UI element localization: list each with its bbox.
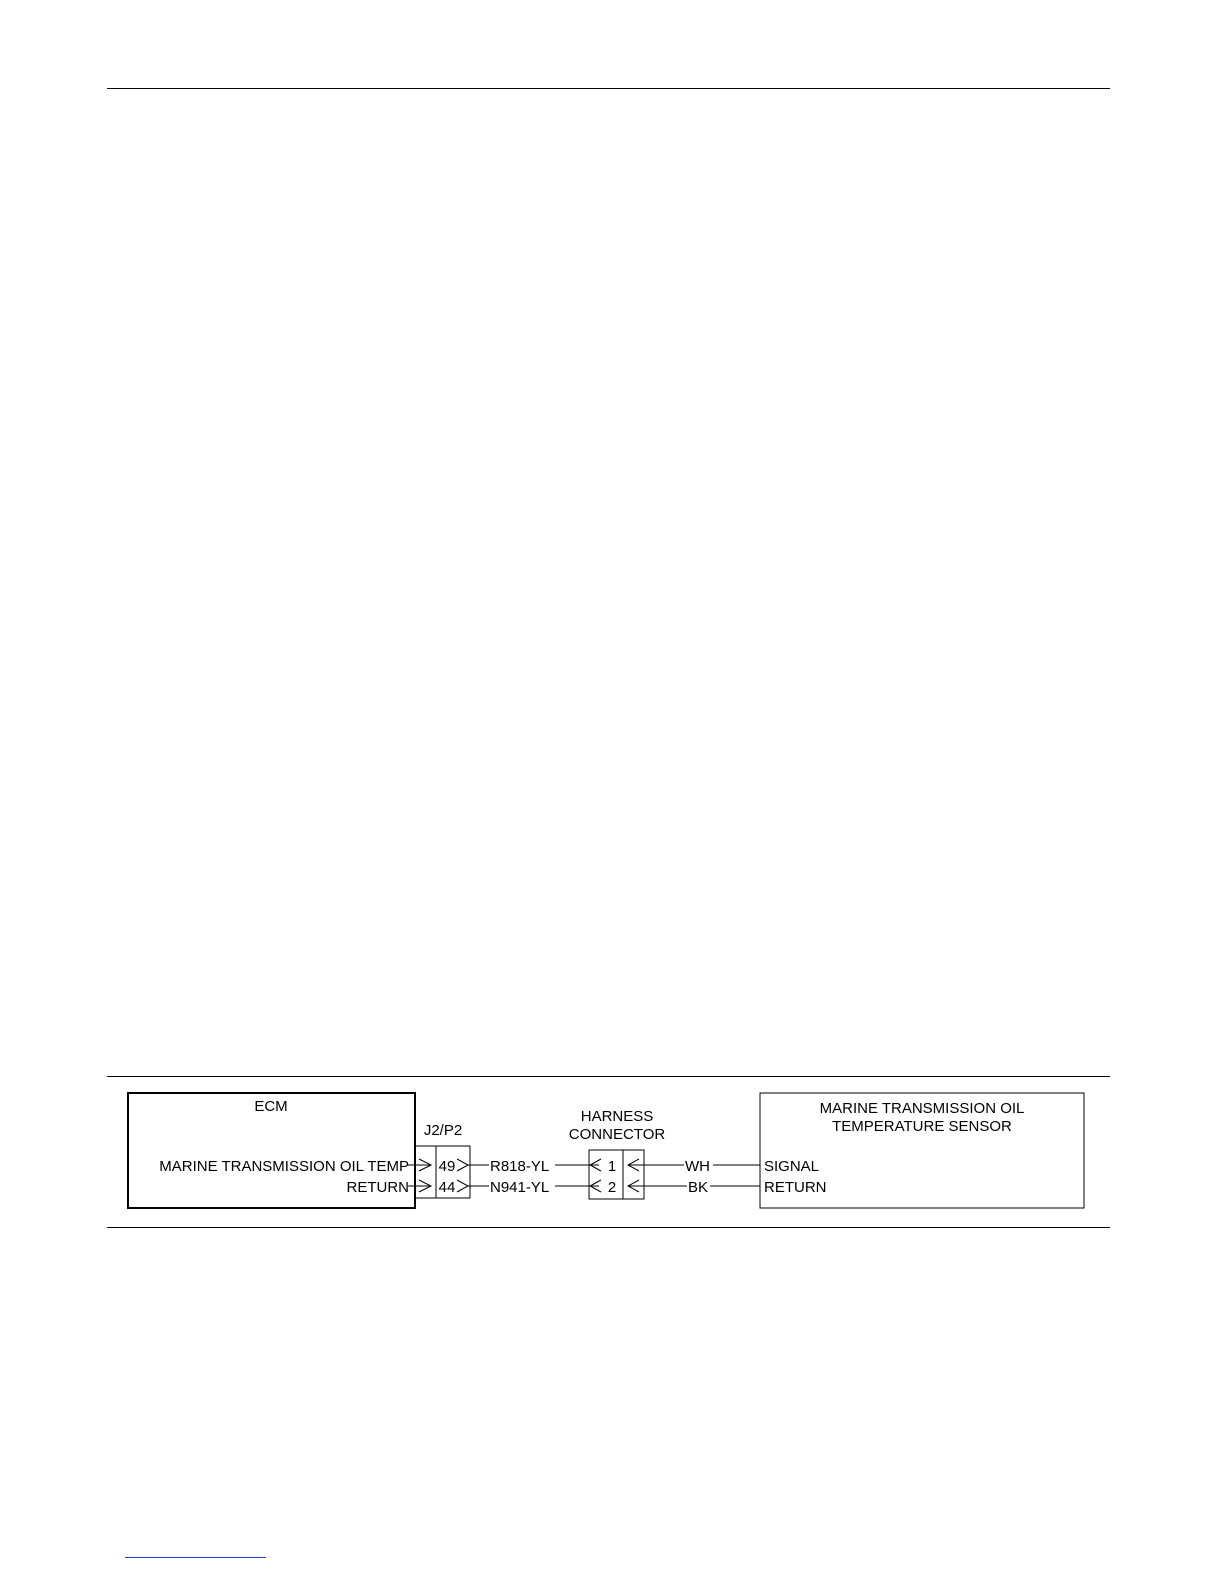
sensor-block xyxy=(760,1093,1084,1208)
ecm-connector xyxy=(408,1122,470,1198)
pin-44-right-arrow xyxy=(457,1180,468,1192)
wire-n941-yl: N941-YL xyxy=(490,1179,550,1196)
harness-connector-title-1: HARNESS xyxy=(580,1108,654,1125)
wire-bk: BK xyxy=(688,1179,709,1196)
sensor-signal-label: SIGNAL xyxy=(764,1158,820,1175)
harness-connector-title-2: CONNECTOR xyxy=(568,1126,666,1143)
harness-pin-2: 2 xyxy=(607,1179,617,1196)
sensor-title-2: TEMPERATURE SENSOR xyxy=(832,1118,1012,1135)
ecm-pin-49: 49 xyxy=(438,1158,456,1175)
footer-link[interactable] xyxy=(125,1557,266,1558)
sensor-wires xyxy=(628,1158,760,1196)
sensor-return-label: RETURN xyxy=(764,1179,827,1196)
wire-r818-yl: R818-YL xyxy=(490,1158,550,1175)
sensor-title-1: MARINE TRANSMISSION OIL xyxy=(819,1100,1025,1117)
ecm-pin-44: 44 xyxy=(438,1179,456,1196)
ecm-connector-name: J2/P2 xyxy=(423,1122,463,1139)
harness-wires xyxy=(468,1158,599,1196)
ecm-block xyxy=(128,1093,415,1208)
harness-connector xyxy=(569,1108,666,1199)
ecm-signal-label: MARINE TRANSMISSION OIL TEMP xyxy=(159,1158,409,1175)
wire-wh: WH xyxy=(685,1158,710,1175)
ecm-return-label: RETURN xyxy=(346,1179,409,1196)
pin-49-right-arrow xyxy=(457,1159,468,1171)
harness-pin-1: 1 xyxy=(607,1158,617,1175)
ecm-title: ECM xyxy=(254,1098,288,1115)
